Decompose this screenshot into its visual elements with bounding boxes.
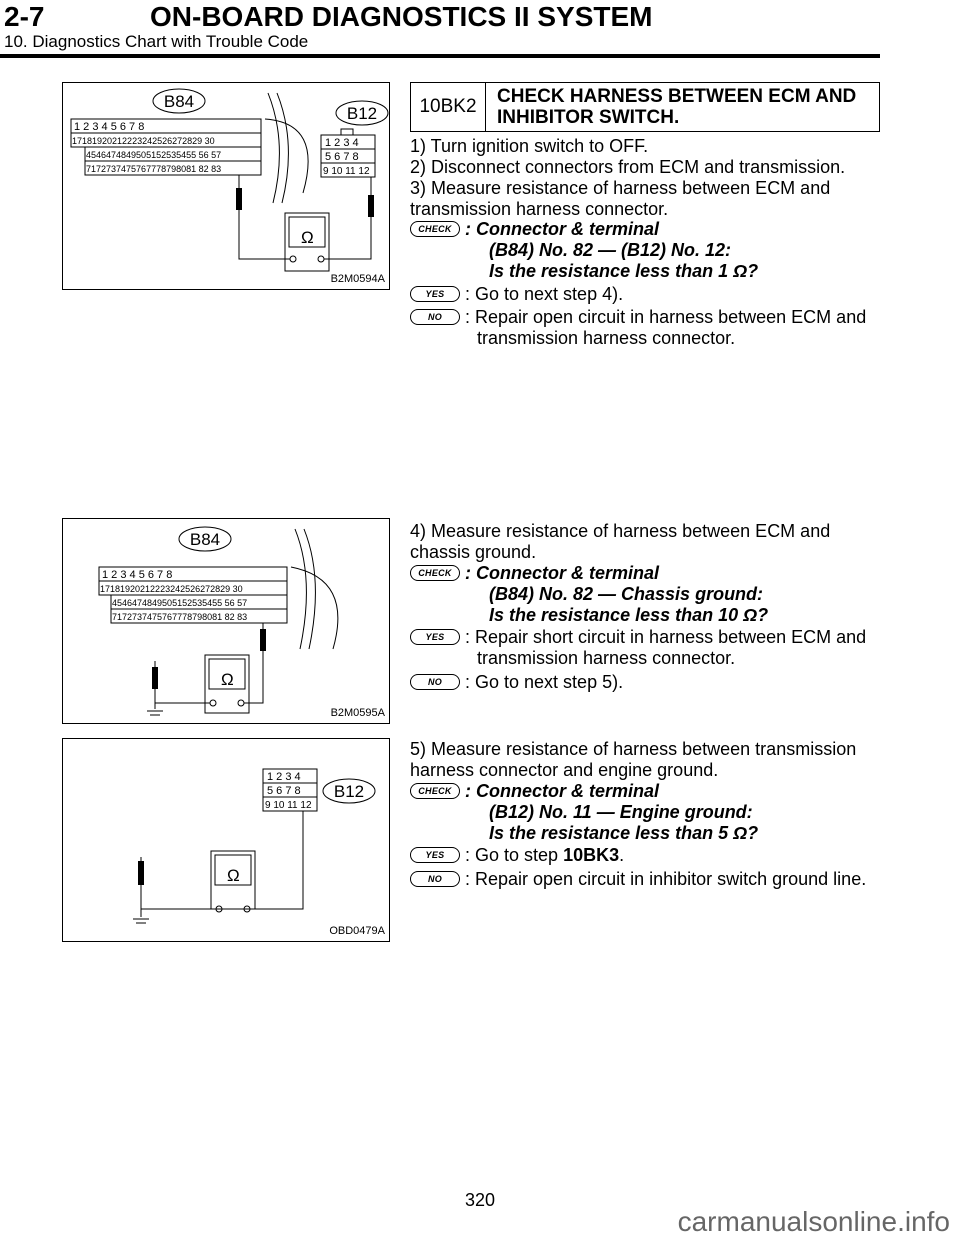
svg-text:1 2 3 4 5 6 7 8: 1 2 3 4 5 6 7 8 — [74, 121, 145, 133]
connector-label-b84: B84 — [163, 92, 195, 111]
wiring-diagram-1 — [63, 83, 389, 289]
connector-label-b12: B12 — [333, 782, 365, 801]
svg-text:Ω: Ω — [227, 866, 240, 885]
svg-text:Ω: Ω — [301, 228, 314, 247]
page-subtitle: 10. Diagnostics Chart with Trouble Code — [4, 32, 309, 51]
svg-text:9 10 11 12: 9 10 11 12 — [265, 800, 312, 811]
no-text: : Repair open circuit in inhibitor switch ground line. — [465, 869, 867, 889]
check-terminals: (B84) No. 82 — Chassis ground: — [489, 584, 764, 604]
check-terminals: (B12) No. 11 — Engine ground: — [489, 802, 753, 822]
check-badge: CHECK — [410, 783, 460, 799]
header-rule — [0, 54, 880, 58]
wiring-diagram-2 — [63, 519, 389, 723]
instruction-5: 5) Measure resistance of harness between transmission harness connector and engine ground. — [410, 739, 857, 780]
yes-badge: YES — [410, 847, 460, 863]
check-item-2 — [410, 563, 880, 627]
svg-text:9 10 11 12: 9 10 11 12 — [323, 166, 370, 177]
connector-label-b12: B12 — [346, 104, 378, 123]
yes-item-1 — [410, 284, 880, 306]
figure-inhibitor-ground — [62, 738, 390, 942]
step-number: 10BK2 — [411, 83, 486, 131]
check-badge: CHECK — [410, 565, 460, 581]
yes-item-3 — [410, 845, 880, 867]
check-question: Is the resistance less than 10 Ω? — [489, 605, 769, 625]
instruction-3: 3) Measure resistance of harness between ECM and transmission harness connector. — [410, 178, 831, 219]
watermark: carmanualsonline.info — [677, 1206, 950, 1237]
check-badge: CHECK — [410, 221, 460, 237]
no-text: : Repair open circuit in harness between ECM and transmission harness connector. — [465, 307, 867, 348]
svg-text:5 6 7 8: 5 6 7 8 — [267, 785, 301, 797]
check-label: : Connector & terminal — [465, 563, 660, 583]
figure-ecm-inhibitor — [62, 82, 390, 290]
svg-text:5 6 7 8: 5 6 7 8 — [325, 151, 359, 163]
svg-text:1 2 3 4 5 6 7 8: 1 2 3 4 5 6 7 8 — [102, 569, 173, 581]
svg-text:Ω: Ω — [221, 670, 234, 689]
instruction-2: 2) Disconnect connectors from ECM and transmission. — [410, 157, 846, 177]
figure-id: B2M0594A — [330, 273, 385, 285]
no-item-2 — [410, 672, 880, 694]
no-badge: NO — [410, 674, 460, 690]
yes-badge: YES — [410, 629, 460, 645]
no-item-3 — [410, 869, 880, 891]
svg-text:17181920212223242526272829 30: 17181920212223242526272829 30 — [100, 584, 243, 594]
yes-item-2 — [410, 627, 880, 671]
wiring-diagram-3 — [63, 739, 389, 941]
step-header — [410, 82, 880, 132]
svg-text:4546474849505152535455 56 57: 4546474849505152535455 56 57 — [86, 150, 222, 160]
connector-label-b84: B84 — [189, 530, 221, 549]
page-title: ON-BOARD DIAGNOSTICS II SYSTEM — [150, 1, 653, 32]
instruction-4: 4) Measure resistance of harness between ECM and chassis ground. — [410, 521, 831, 562]
no-badge: NO — [410, 871, 460, 887]
step-link[interactable]: 10BK3 — [563, 845, 620, 865]
check-item-1 — [410, 219, 880, 283]
figure-id: B2M0595A — [330, 707, 385, 719]
yes-text: : Repair short circuit in harness between ECM and transmission harness connector. — [465, 627, 867, 668]
page-number: 320 — [464, 1190, 496, 1210]
check-question: Is the resistance less than 5 Ω? — [489, 823, 759, 843]
no-badge: NO — [410, 309, 460, 325]
svg-text:7172737475767778798081 82 83: 7172737475767778798081 82 83 — [86, 164, 222, 174]
svg-text:1 2 3 4: 1 2 3 4 — [267, 771, 301, 783]
step-title: CHECK HARNESS BETWEEN ECM AND INHIBITOR SWITCH. — [497, 86, 857, 128]
svg-text:17181920212223242526272829 30: 17181920212223242526272829 30 — [72, 136, 215, 146]
check-label: : Connector & terminal — [465, 219, 660, 239]
figure-id: OBD0479A — [329, 925, 385, 937]
instruction-1: 1) Turn ignition switch to OFF. — [410, 136, 649, 156]
check-label: : Connector & terminal — [465, 781, 660, 801]
section-code: 2-7 — [4, 1, 45, 32]
no-text: : Go to next step 5). — [465, 672, 624, 692]
check-item-3 — [410, 781, 880, 845]
svg-text:4546474849505152535455 56 57: 4546474849505152535455 56 57 — [112, 598, 248, 608]
svg-text:7172737475767778798081 82 83: 7172737475767778798081 82 83 — [112, 612, 248, 622]
figure-ecm-chassis — [62, 518, 390, 724]
yes-badge: YES — [410, 286, 460, 302]
svg-text:1 2 3 4: 1 2 3 4 — [325, 137, 359, 149]
yes-text: : Go to next step 4). — [465, 284, 624, 304]
check-question: Is the resistance less than 1 Ω? — [489, 261, 759, 281]
no-item-1 — [410, 307, 880, 351]
check-terminals: (B84) No. 82 — (B12) No. 12: — [489, 240, 732, 260]
yes-text: : Go to step 10BK3. — [465, 845, 625, 865]
